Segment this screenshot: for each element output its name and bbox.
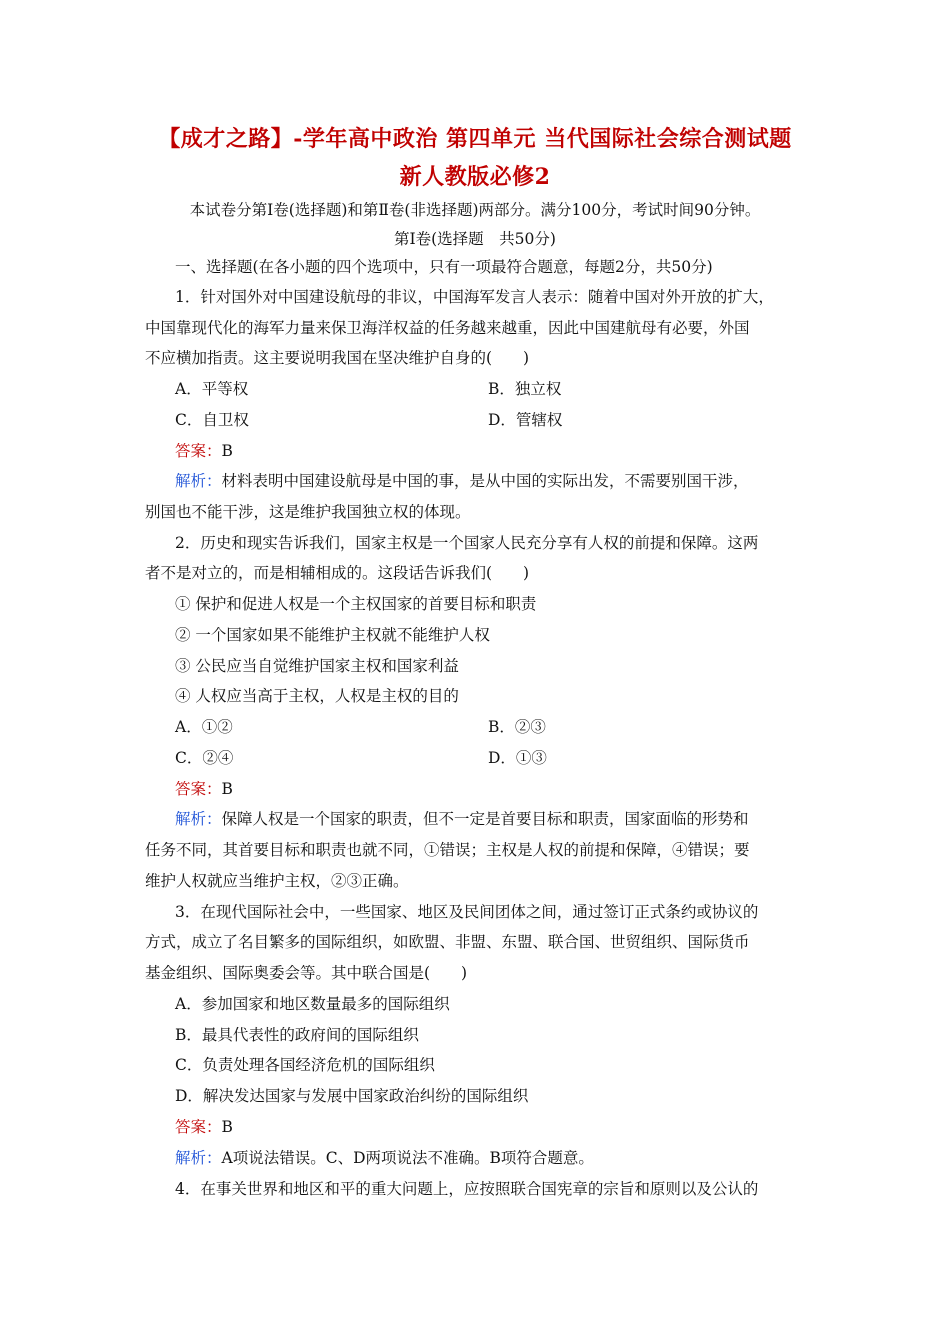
question-2-option-a: A．①② xyxy=(175,718,233,736)
analysis-text: 保障人权是一个国家的职责，但不一定是首要目标和职责，国家面临的形势和 xyxy=(221,810,749,828)
question-3-option-b: B．最具代表性的政府间的国际组织 xyxy=(175,1026,419,1044)
question-2-item-1: ① 保护和促进人权是一个主权国家的首要目标和职责 xyxy=(175,595,537,613)
question-2-analysis xyxy=(175,809,840,829)
question-3-option-d: D．解决发达国家与发展中国家政治纠纷的国际组织 xyxy=(175,1087,529,1105)
question-2-option-b: B．②③ xyxy=(488,718,546,736)
question-1-stem-line: 中国靠现代化的海军力量来保卫海洋权益的任务越来越重，因此中国建航母有必要，外国 xyxy=(145,319,750,337)
answer-label: 答案： xyxy=(175,442,222,460)
question-3-stem-line: 方式，成立了名目繁多的国际组织，如欧盟、非盟、东盟、联合国、世贸组织、国际货币 xyxy=(145,933,750,951)
question-2-item-2: ② 一个国家如果不能维护主权就不能维护人权 xyxy=(175,626,490,644)
question-1-stem-line: 不应横加指责。这主要说明我国在坚决维护自身的( ) xyxy=(145,349,530,367)
question-1-option-d: D．管辖权 xyxy=(488,411,563,429)
question-3-option-c: C．负责处理各国经济危机的国际组织 xyxy=(175,1056,435,1074)
exam-intro: 本试卷分第Ⅰ卷(选择题)和第Ⅱ卷(非选择题)两部分。满分100分，考试时间90分钟。 xyxy=(189,201,761,219)
question-2-item-4: ④ 人权应当高于主权，人权是主权的目的 xyxy=(175,687,459,705)
document-title: 【成才之路】-学年高中政治 第四单元 当代国际社会综合测试题 xyxy=(158,126,792,152)
section-title: 第Ⅰ卷(选择题 共50分) xyxy=(394,230,556,248)
question-2-option-c: C．②④ xyxy=(175,749,234,767)
question-1-analysis-line: 别国也不能干涉，这是维护我国独立权的体现。 xyxy=(145,503,471,521)
analysis-label: 解析： xyxy=(175,472,222,490)
question-3-stem-line: 3．在现代国际社会中，一些国家、地区及民间团体之间，通过签订正式条约或协议的 xyxy=(175,903,759,921)
answer-value: B xyxy=(221,442,233,460)
question-1-stem-line: 1．针对国外对中国建设航母的非议，中国海军发言人表示：随着中国对外开放的扩大， xyxy=(175,288,774,306)
question-3-option-a: A．参加国家和地区数量最多的国际组织 xyxy=(175,995,450,1013)
answer-label: 答案： xyxy=(175,780,222,798)
question-1-option-a: A．平等权 xyxy=(175,380,249,398)
document-subtitle: 新人教版必修2 xyxy=(399,164,551,190)
question-1-analysis xyxy=(175,471,840,491)
question-2-analysis-line: 维护人权就应当维护主权，②③正确。 xyxy=(145,872,409,890)
answer-value: B xyxy=(221,1118,233,1136)
answer-value: B xyxy=(221,780,233,798)
question-3-stem-line: 基金组织、国际奥委会等。其中联合国是( ) xyxy=(145,964,468,982)
question-4-stem-line: 4．在事关世界和地区和平的重大问题上，应按照联合国宪章的宗旨和原则以及公认的 xyxy=(175,1180,759,1198)
analysis-label: 解析： xyxy=(175,1149,222,1167)
section-description: 一、选择题(在各小题的四个选项中，只有一项最符合题意，每题2分，共50分) xyxy=(175,258,713,276)
question-2-stem-line: 2．历史和现实告诉我们，国家主权是一个国家人民充分享有人权的前提和保障。这两 xyxy=(175,534,759,552)
question-3-answer xyxy=(175,1117,840,1137)
question-3-analysis xyxy=(175,1148,840,1168)
analysis-label: 解析： xyxy=(175,810,222,828)
question-1-option-b: B．独立权 xyxy=(488,380,562,398)
analysis-text: A项说法错误。C、D两项说法不准确。B项符合题意。 xyxy=(221,1149,594,1167)
question-2-answer xyxy=(175,779,840,799)
question-2-stem-line: 者不是对立的，而是相辅相成的。这段话告诉我们( ) xyxy=(145,564,530,582)
question-2-item-3: ③ 公民应当自觉维护国家主权和国家利益 xyxy=(175,657,459,675)
question-2-option-d: D．①③ xyxy=(488,749,547,767)
question-1-answer xyxy=(175,441,840,461)
question-1-option-c: C．自卫权 xyxy=(175,411,249,429)
analysis-text: 材料表明中国建设航母是中国的事，是从中国的实际出发，不需要别国干涉， xyxy=(221,472,749,490)
question-2-analysis-line: 任务不同，其首要目标和职责也就不同，①错误；主权是人权的前提和保障，④错误；要 xyxy=(145,841,750,859)
answer-label: 答案： xyxy=(175,1118,222,1136)
